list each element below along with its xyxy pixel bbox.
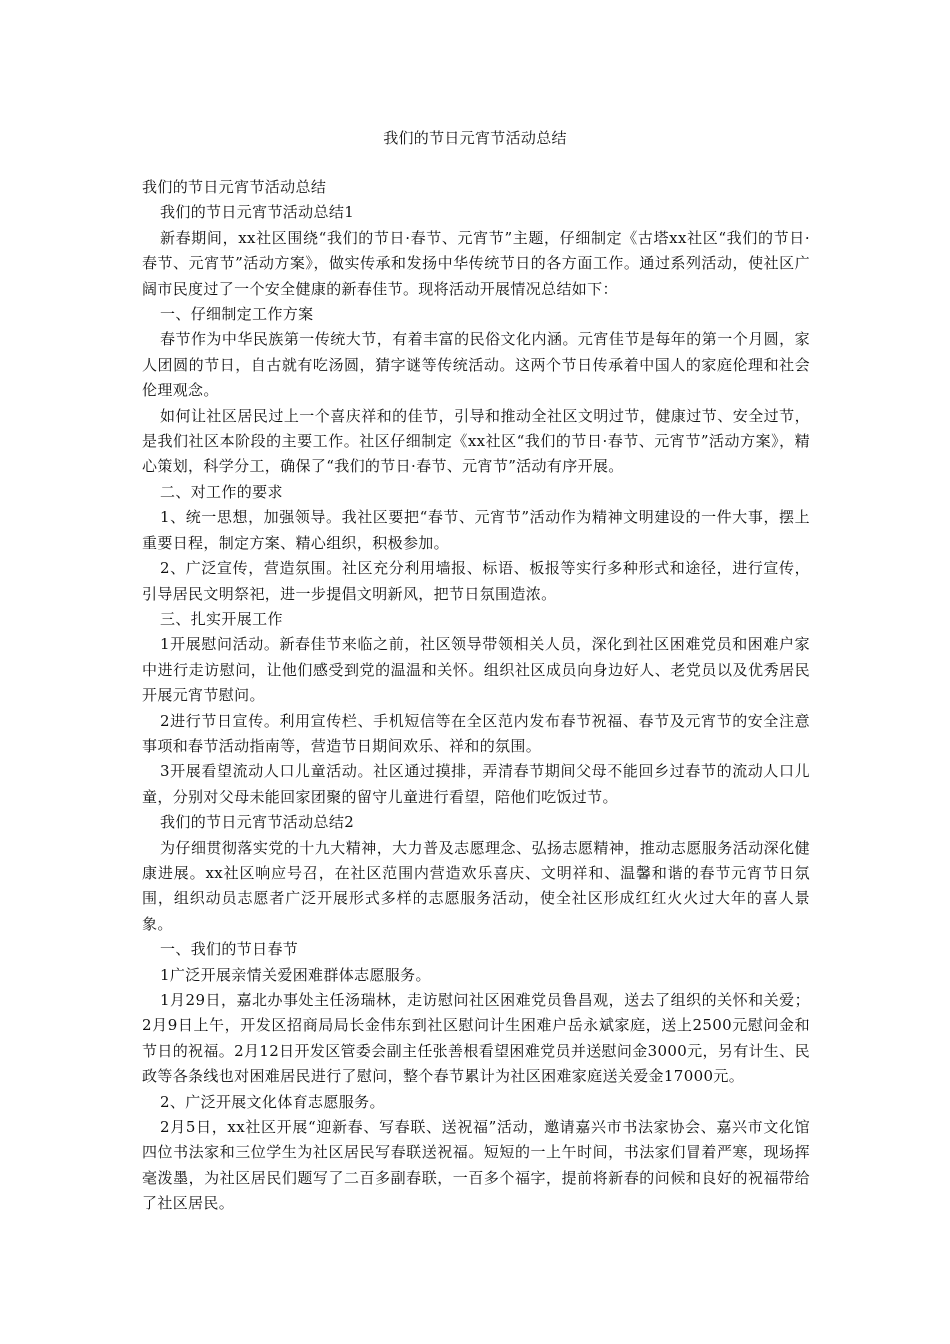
paragraph: 我们的节日元宵节活动总结1 [160, 203, 355, 222]
paragraph: 3开展看望流动人口儿童活动。社区通过摸排，弄清春节期间父母不能回乡过春节的流动人口儿童，分别对父母未能回家团聚的留守儿童进行看望，陪他们吃饭过节。 [142, 762, 810, 806]
paragraph: 三、扎实开展工作 [160, 609, 283, 628]
paragraph: 春节作为中华民族第一传统大节，有着丰富的民俗文化内涵。元宵佳节是每年的第一个月圆，家人团圆的节日，自古就有吃汤圆，猜字谜等传统活动。这两个节日传承着中国人的家庭伦理和社会伦理观念。 [142, 330, 810, 400]
paragraph: 我们的节日元宵节活动总结2 [160, 813, 355, 832]
paragraph: 一、仔细制定工作方案 [160, 305, 314, 324]
paragraph: 2、广泛宣传，营造氛围。社区充分利用墙报、标语、板报等实行多种形式和途径，进行宣传，引导居民文明祭祀，进一步提倡文明新风，把节日氛围造浓。 [142, 559, 810, 603]
paragraph: 如何让社区居民过上一个喜庆祥和的佳节，引导和推动全社区文明过节，健康过节、安全过节，是我们社区本阶段的主要工作。社区仔细制定《xx社区“我们的节日·春节、元宵节”活动方案》，精心策划，科学分工，确保了“我们的节日·春节、元宵节”活动有序开展。 [142, 406, 810, 476]
document-title: 我们的节日元宵节活动总结 [383, 129, 567, 147]
paragraph: 一、我们的节日春节 [160, 940, 299, 959]
paragraph: 1广泛开展亲情关爱困难群体志愿服务。 [160, 965, 431, 984]
paragraph: 1、统一思想，加强领导。我社区要把“春节、元宵节”活动作为精神文明建设的一件大事，摆上重要日程，制定方案、精心组织，积极参加。 [142, 508, 810, 552]
paragraph: 我们的节日元宵节活动总结 [142, 178, 327, 196]
paragraph: 二、对工作的要求 [160, 482, 283, 501]
paragraph: 1开展慰问活动。新春佳节来临之前，社区领导带领相关人员，深化到社区困难党员和困难户家中进行走访慰问，让他们感受到党的温温和关怀。组织社区成员向身边好人、老党员以及优秀居民开展元宵节慰问。 [142, 635, 810, 705]
paragraph: 2进行节日宣传。利用宣传栏、手机短信等在全区范内发布春节祝福、春节及元宵节的安全注意事项和春节活动指南等，营造节日期间欢乐、祥和的氛围。 [142, 711, 810, 755]
paragraph: 为仔细贯彻落实党的十九大精神，大力普及志愿理念、弘扬志愿精神，推动志愿服务活动深化健康进展。xx社区响应号召，在社区范围内营造欢乐喜庆、文明祥和、温馨和谐的春节元宵节日氛围，组织动员志愿者广泛开展形式多样的志愿服务活动，使全社区形成红红火火过大年的喜人景象。 [142, 838, 810, 933]
paragraph: 2、广泛开展文化体育志愿服务。 [160, 1092, 385, 1111]
paragraph: 2月5日，xx社区开展“迎新春、写春联、送祝福”活动，邀请嘉兴市书法家协会、嘉兴市文化馆四位书法家和三位学生为社区居民写春联送祝福。短短的一上午时间，书法家们冒着严寒，现场挥毫泼墨，为社区居民们题写了二百多副春联，一百多个福字，提前将新春的问候和良好的祝福带给了社区居民。 [142, 1118, 810, 1213]
paragraph: 1月29日，嘉北办事处主任汤瑞林，走访慰问社区困难党员鲁昌观，送去了组织的关怀和关爱；2月9日上午，开发区招商局局长金伟东到社区慰问计生困难户岳永斌家庭，送上2500元慰问金和节日的祝福。2月12日开发区管委会副主任张善根看望困难党员并送慰问金3000元，另有计生、民政等各条线也对困难居民进行了慰问，整个春节累计为社区困难家庭送关爱金17000元。 [142, 991, 810, 1086]
paragraph: 新春期间，xx社区围绕“我们的节日·春节、元宵节”主题，仔细制定《古塔xx社区“我们的节日·春节、元宵节”活动方案》，做实传承和发扬中华传统节日的各方面工作。通过系列活动，使社区广阔市民度过了一个安全健康的新春佳节。现将活动开展情况总结如下： [142, 228, 810, 298]
document-body [142, 175, 810, 1217]
